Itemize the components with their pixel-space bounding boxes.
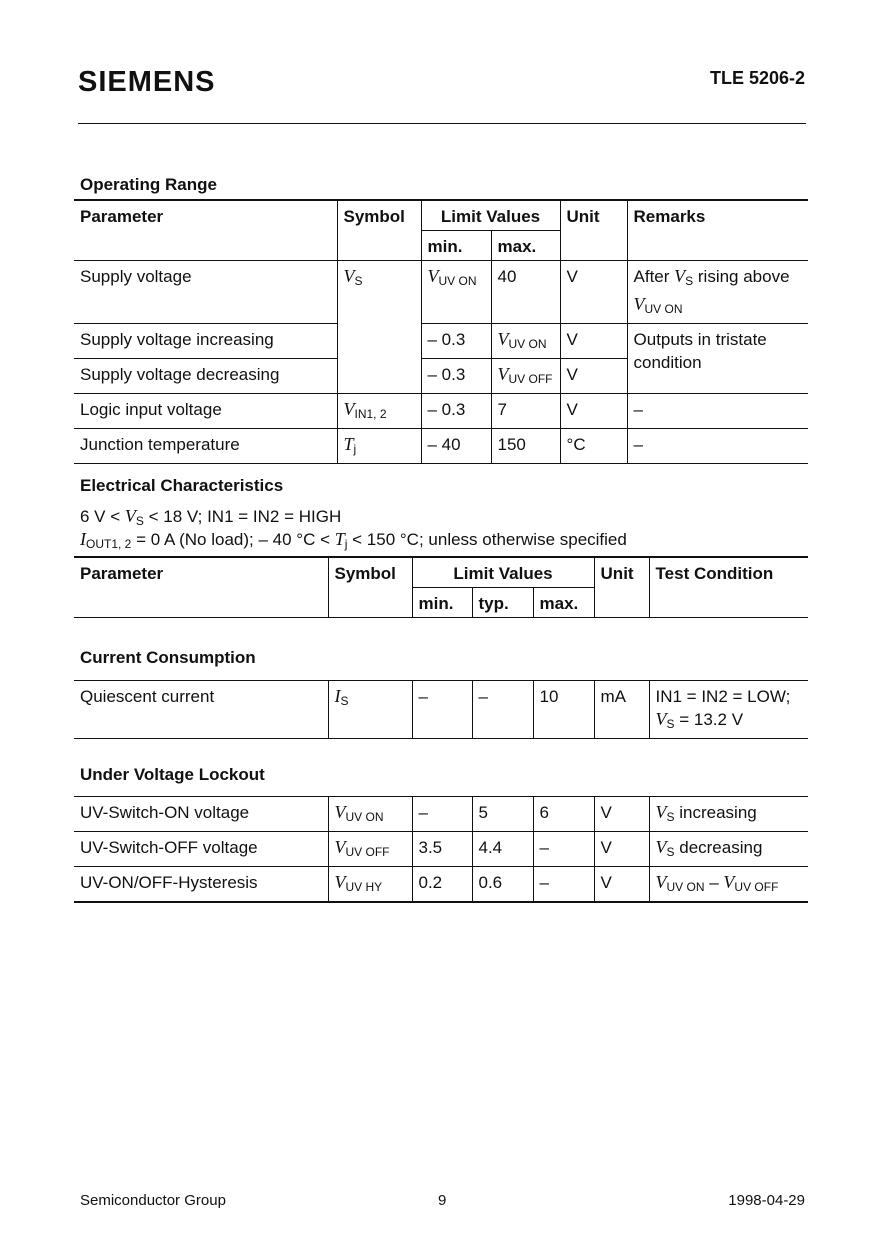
col-symbol: Symbol — [337, 200, 421, 261]
table-row — [74, 681, 808, 739]
unit-cell: V — [594, 867, 649, 903]
table-row — [74, 324, 808, 359]
max-cell: 7 — [491, 394, 560, 429]
min-cell: – — [412, 681, 472, 739]
min-cell: 3.5 — [412, 832, 472, 867]
remarks-cell: – — [627, 394, 808, 429]
condition-line-2: $I_{OUT1, 2} = 0$ A (No load); – 40 $^\circ C < T_j < 150$ °C; unless otherwise specified — [80, 529, 627, 551]
symbol-cell: $V_{UV HY}$ — [328, 867, 412, 903]
col-max: max. — [491, 231, 560, 261]
unit-cell: mA — [594, 681, 649, 739]
unit-cell: V — [560, 324, 627, 359]
footer-date: 1998-04-29 — [728, 1192, 805, 1209]
typ-cell: 4.4 — [472, 832, 533, 867]
table-row — [74, 394, 808, 429]
remarks-cell: Outputs in tristate condition — [627, 324, 808, 394]
unit-cell: V — [560, 394, 627, 429]
parameter-cell: Supply voltage decreasing — [74, 359, 337, 394]
col-typ: typ. — [472, 588, 533, 618]
test-condition-cell: IN1 = IN2 = LOW; $V_S = 13.2$ V — [649, 681, 808, 739]
test-condition-cell: $V_S$ increasing — [649, 797, 808, 832]
header-divider — [78, 123, 806, 124]
table-header-row — [74, 557, 808, 588]
parameter-cell: Logic input voltage — [80, 400, 222, 419]
max-cell: 10 — [533, 681, 594, 739]
electrical-header-table — [74, 556, 808, 618]
unit-cell: V — [560, 359, 627, 394]
table-row — [74, 797, 808, 832]
siemens-logo: SIEMENS — [78, 66, 216, 98]
parameter-cell: Junction temperature — [80, 435, 240, 454]
min-cell: – 40 — [421, 429, 491, 464]
electrical-characteristics-title: Electrical Characteristics — [80, 476, 284, 495]
typ-cell: 0.6 — [472, 867, 533, 903]
min-cell: – 0.3 — [421, 359, 491, 394]
parameter-cell: UV-Switch-OFF voltage — [80, 838, 258, 857]
symbol-cell: $V_S$ — [337, 261, 421, 394]
col-test-condition: Test Condition — [649, 557, 808, 618]
max-cell: 6 — [533, 797, 594, 832]
symbol-cell: $V_{IN1, 2}$ — [337, 394, 421, 429]
max-cell: 150 — [491, 429, 560, 464]
uvlo-table — [74, 796, 808, 903]
parameter-cell: UV-Switch-ON voltage — [80, 803, 250, 822]
under-voltage-lockout-title: Under Voltage Lockout — [80, 765, 265, 784]
min-cell: – — [412, 797, 472, 832]
remarks-cell: – — [627, 429, 808, 464]
col-remarks: Remarks — [627, 200, 808, 261]
min-cell: – 0.3 — [421, 394, 491, 429]
footer-company: Semiconductor Group — [80, 1192, 226, 1209]
current-consumption-title: Current Consumption — [80, 648, 256, 667]
unit-cell: V — [560, 261, 627, 324]
typ-cell: 5 — [472, 797, 533, 832]
min-cell: – 0.3 — [421, 324, 491, 359]
col-min: min. — [412, 588, 472, 618]
max-cell: – — [533, 832, 594, 867]
max-cell: 40 — [491, 261, 560, 324]
unit-cell: V — [594, 797, 649, 832]
parameter-cell: Supply voltage — [80, 267, 192, 286]
col-parameter: Parameter — [74, 200, 337, 261]
test-condition-cell: $V_{UV ON} - V_{UV OFF}$ — [649, 867, 808, 903]
parameter-cell: Supply voltage increasing — [80, 330, 274, 349]
table-row — [74, 261, 808, 324]
current-consumption-table — [74, 680, 808, 739]
max-cell: – — [533, 867, 594, 903]
max-cell: $V_{UV OFF}$ — [491, 359, 560, 394]
col-symbol: Symbol — [328, 557, 412, 618]
col-max: max. — [533, 588, 594, 618]
col-unit: Unit — [594, 557, 649, 618]
table-row — [74, 867, 808, 903]
test-condition-cell: $V_S$ decreasing — [649, 832, 808, 867]
col-min: min. — [421, 231, 491, 261]
symbol-cell: $V_{UV ON}$ — [328, 797, 412, 832]
col-limit-values: Limit Values — [412, 557, 594, 588]
table-row — [74, 832, 808, 867]
unit-cell: °C — [560, 429, 627, 464]
remarks-cell: After $V_S$ rising above $V_{UV ON}$ — [627, 261, 808, 324]
col-parameter: Parameter — [74, 557, 328, 618]
typ-cell: – — [472, 681, 533, 739]
max-cell: $V_{UV ON}$ — [491, 324, 560, 359]
table-row — [74, 429, 808, 464]
symbol-cell: $T_j$ — [337, 429, 421, 464]
col-unit: Unit — [560, 200, 627, 261]
col-limit-values: Limit Values — [421, 200, 560, 231]
operating-range-title: Operating Range — [80, 175, 217, 194]
unit-cell: V — [594, 832, 649, 867]
symbol-cell: $I_S$ — [328, 681, 412, 739]
document-id: TLE 5206-2 — [709, 68, 805, 88]
symbol-cell: $V_{UV OFF}$ — [328, 832, 412, 867]
operating-range-table — [74, 199, 808, 464]
min-cell: $V_{UV ON}$ — [421, 261, 491, 324]
footer-page-number: 9 — [438, 1192, 447, 1209]
table-header-row — [74, 200, 808, 231]
condition-line-1: 6 $V < V_S < 18$ V; IN1 = IN2 = HIGH — [80, 506, 342, 528]
parameter-cell: UV-ON/OFF-Hysteresis — [80, 873, 258, 892]
parameter-cell: Quiescent current — [80, 687, 215, 706]
min-cell: 0.2 — [412, 867, 472, 903]
